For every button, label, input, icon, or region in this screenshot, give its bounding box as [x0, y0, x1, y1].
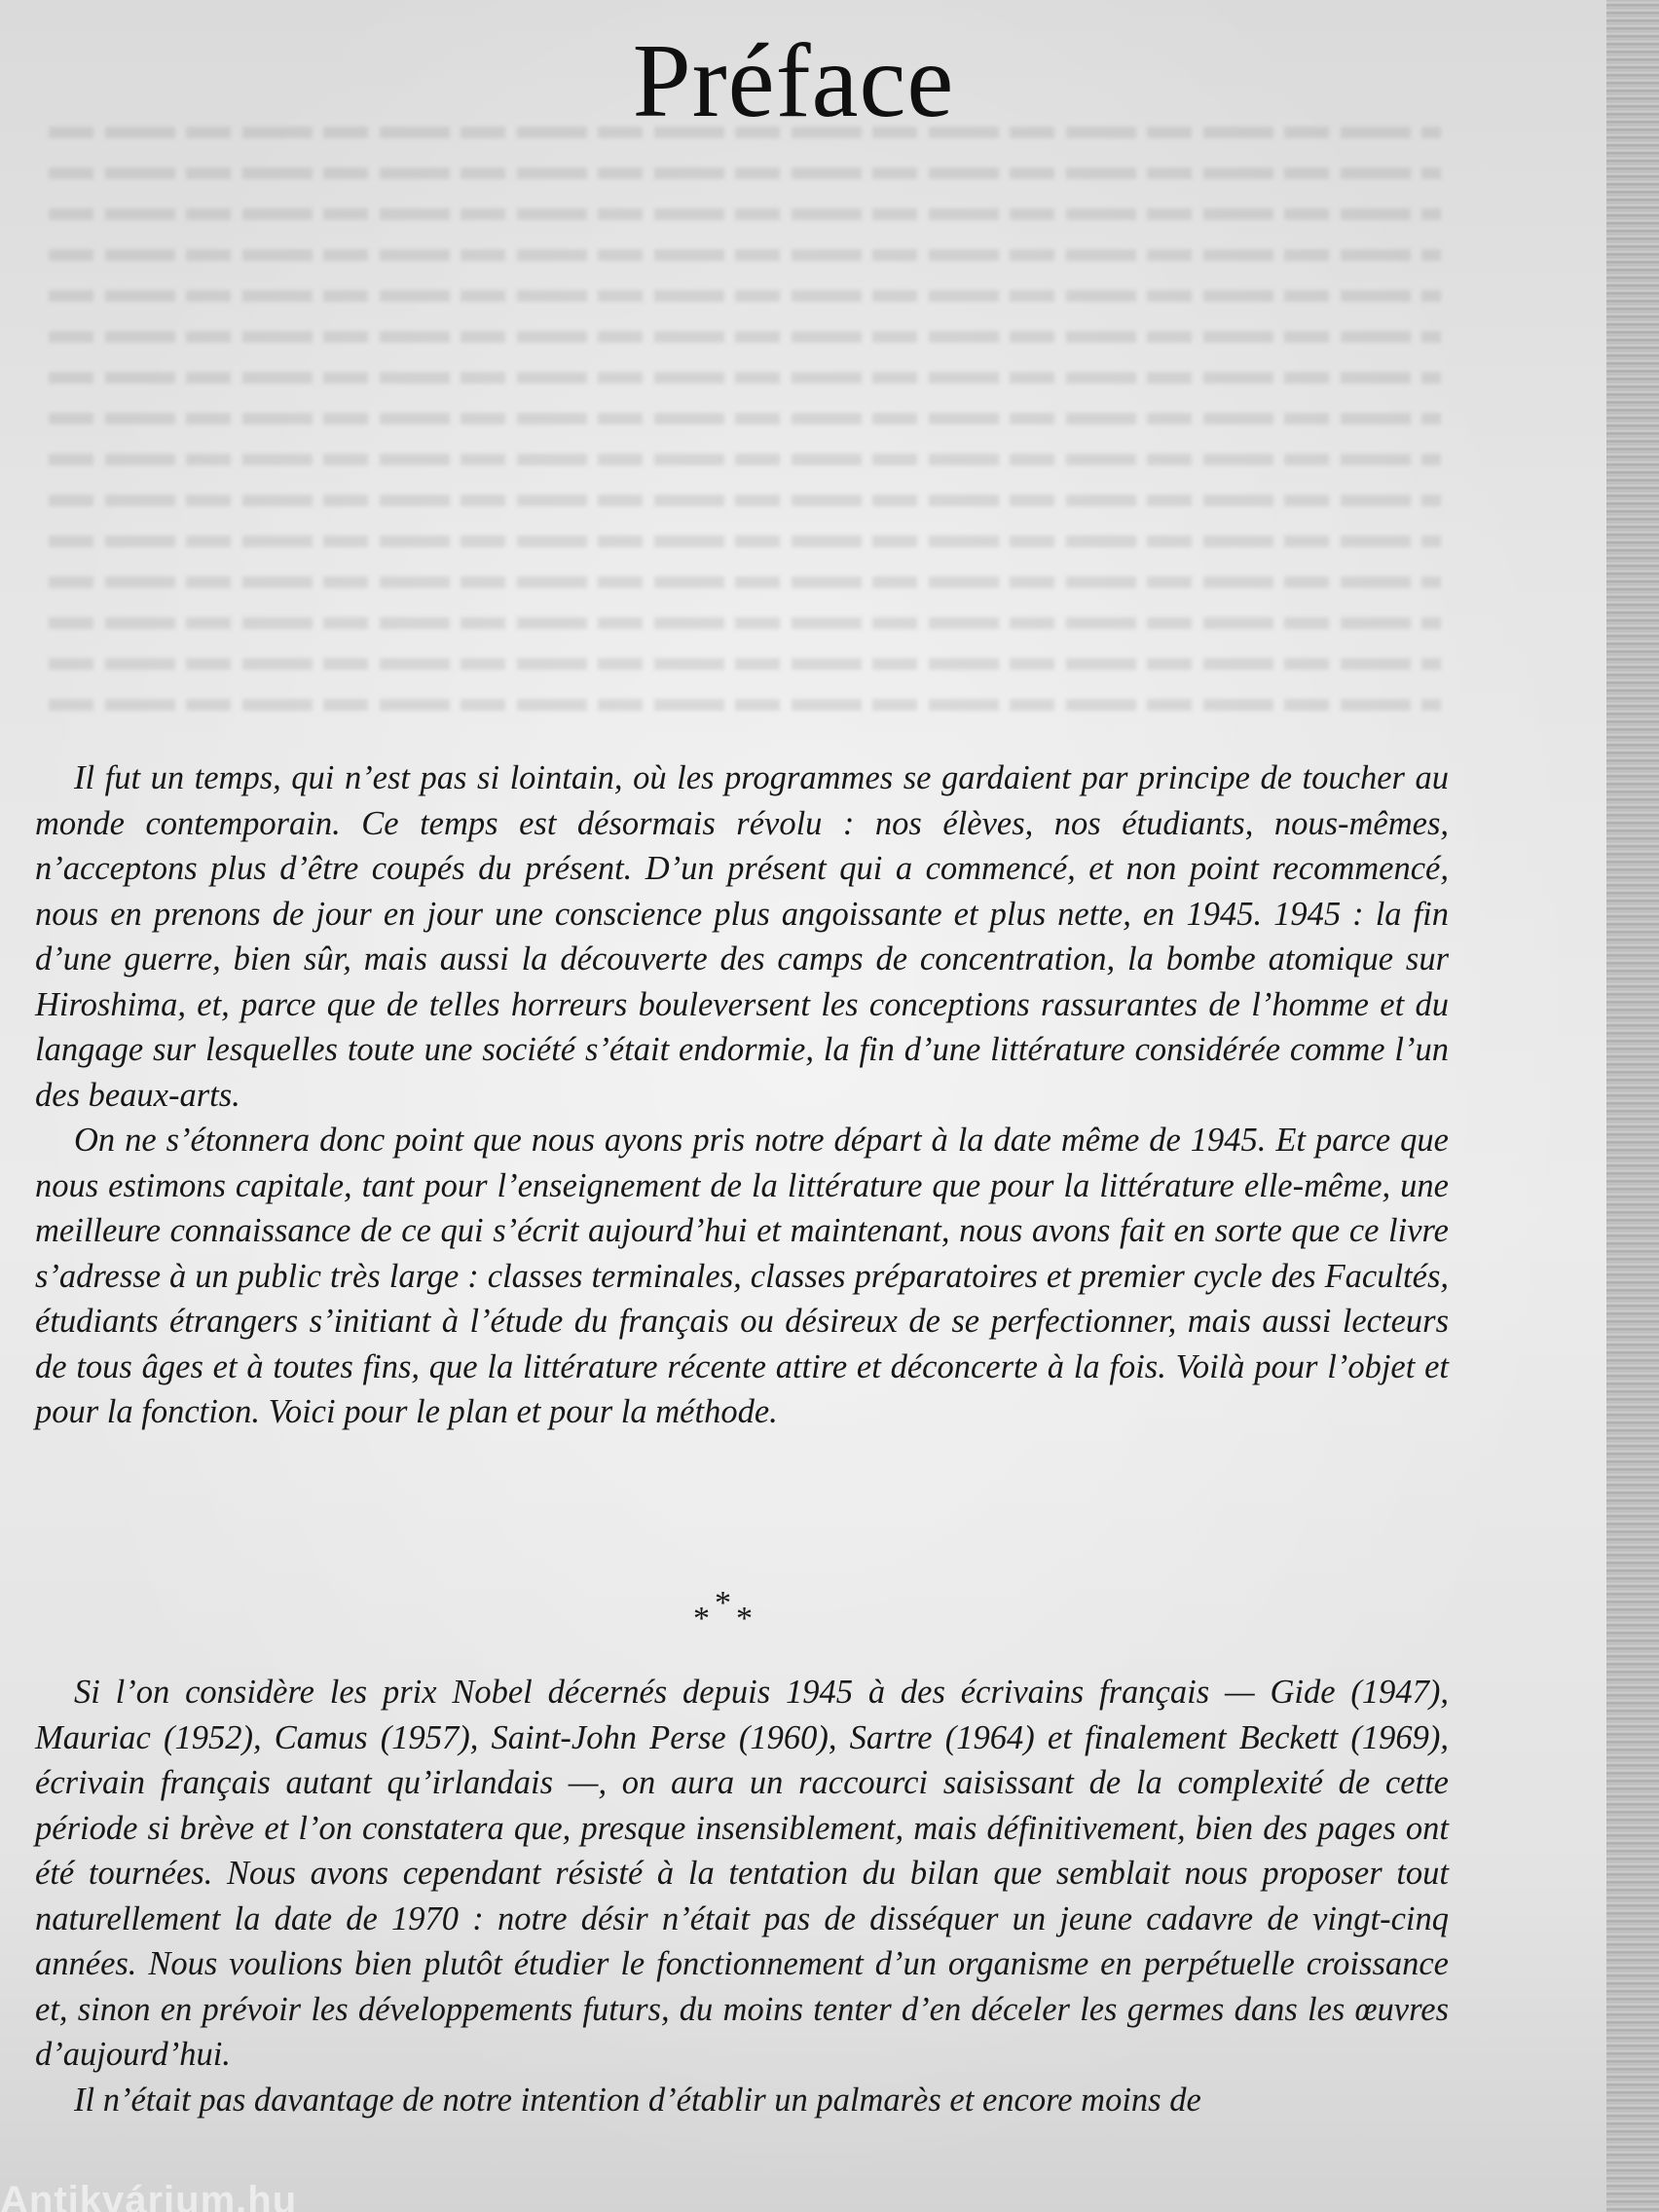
- page-stack-edge: [1606, 0, 1659, 2212]
- paragraph-1: Il fut un temps, qui n’est pas si lointain, où les programmes se gardaient par principe de toucher au monde contemporain. Ce temps est désormais révolu : nos élèves, nos étudiants, nous-mêmes, n’acceptons plus d’être coupés du présent. D’un présent qui a commencé, et non point recommencé, nous en prenons de jour en jour une conscience plus angoissante et plus nette, en 1945. 1945 : la fin d’une guerre, bien sûr, mais aussi la découverte des camps de concentration, la bombe atomique sur Hiroshima, et, parce que de telles horreurs bouleversent les conceptions rassurantes de l’homme et du langage sur lesquelles toute une société s’était endormie, la fin d’une littérature considérée comme l’un des beaux-arts.: [35, 759, 1449, 1114]
- preface-section-2: [35, 1670, 1449, 2122]
- page-title: Préface: [632, 23, 955, 139]
- section-separator: [691, 1585, 759, 1637]
- paragraph-3: Si l’on considère les prix Nobel décernés depuis 1945 à des écrivains français — Gide (1947), Mauriac (1952), Camus (1957), Saint-John Perse (1960), Sartre (1964) et finalement Beckett (1969), écrivain français autant qu’irlandais —, on aura un raccourci saisissant de la complexité de cette période si brève et l’on constatera que, presque insensiblement, mais définitivement, bien des pages ont été tournées. Nous avons cependant résisté à la tentation du bilan que semblait nous proposer tout naturellement la date de 1970 : notre désir n’était pas de disséquer un jeune cadavre de vingt-cinq années. Nous voulions bien plutôt étudier le fonctionnement d’un organisme en perpétuelle croissance et, sinon en prévoir les développements futurs, du moins tenter d’en déceler les germes dans les œuvres d’aujourd’hui.: [35, 1674, 1449, 2073]
- separator-star: *: [736, 1601, 753, 1637]
- preface-section-1: [35, 756, 1449, 1435]
- watermark: Antikvárium.hu: [0, 2179, 298, 2212]
- paragraph-2: On ne s’étonnera donc point que nous ayons pris notre départ à la date même de 1945. Et parce que nous estimons capitale, tant pour l’enseignement de la littérature que pour la littérature elle-même, une meilleure connaissance de ce qui s’écrit aujourd’hui et maintenant, nous avons fait en sorte que ce livre s’adresse à un public très large : classes terminales, classes préparatoires et premier cycle des Facultés, étudiants étrangers s’initiant à l’étude du français ou désireux de se perfectionner, mais aussi lecteurs de tous âges et à toutes fins, que la littérature récente attire et déconcerte à la fois. Voilà pour l’objet et pour la fonction. Voici pour le plan et pour la méthode.: [35, 1122, 1449, 1430]
- show-through-text: [49, 97, 1441, 759]
- separator-star: *: [693, 1601, 710, 1637]
- paragraph-4: Il n’était pas davantage de notre intention d’établir un palmarès et encore moins de: [74, 2081, 1201, 2119]
- separator-star: *: [715, 1585, 731, 1621]
